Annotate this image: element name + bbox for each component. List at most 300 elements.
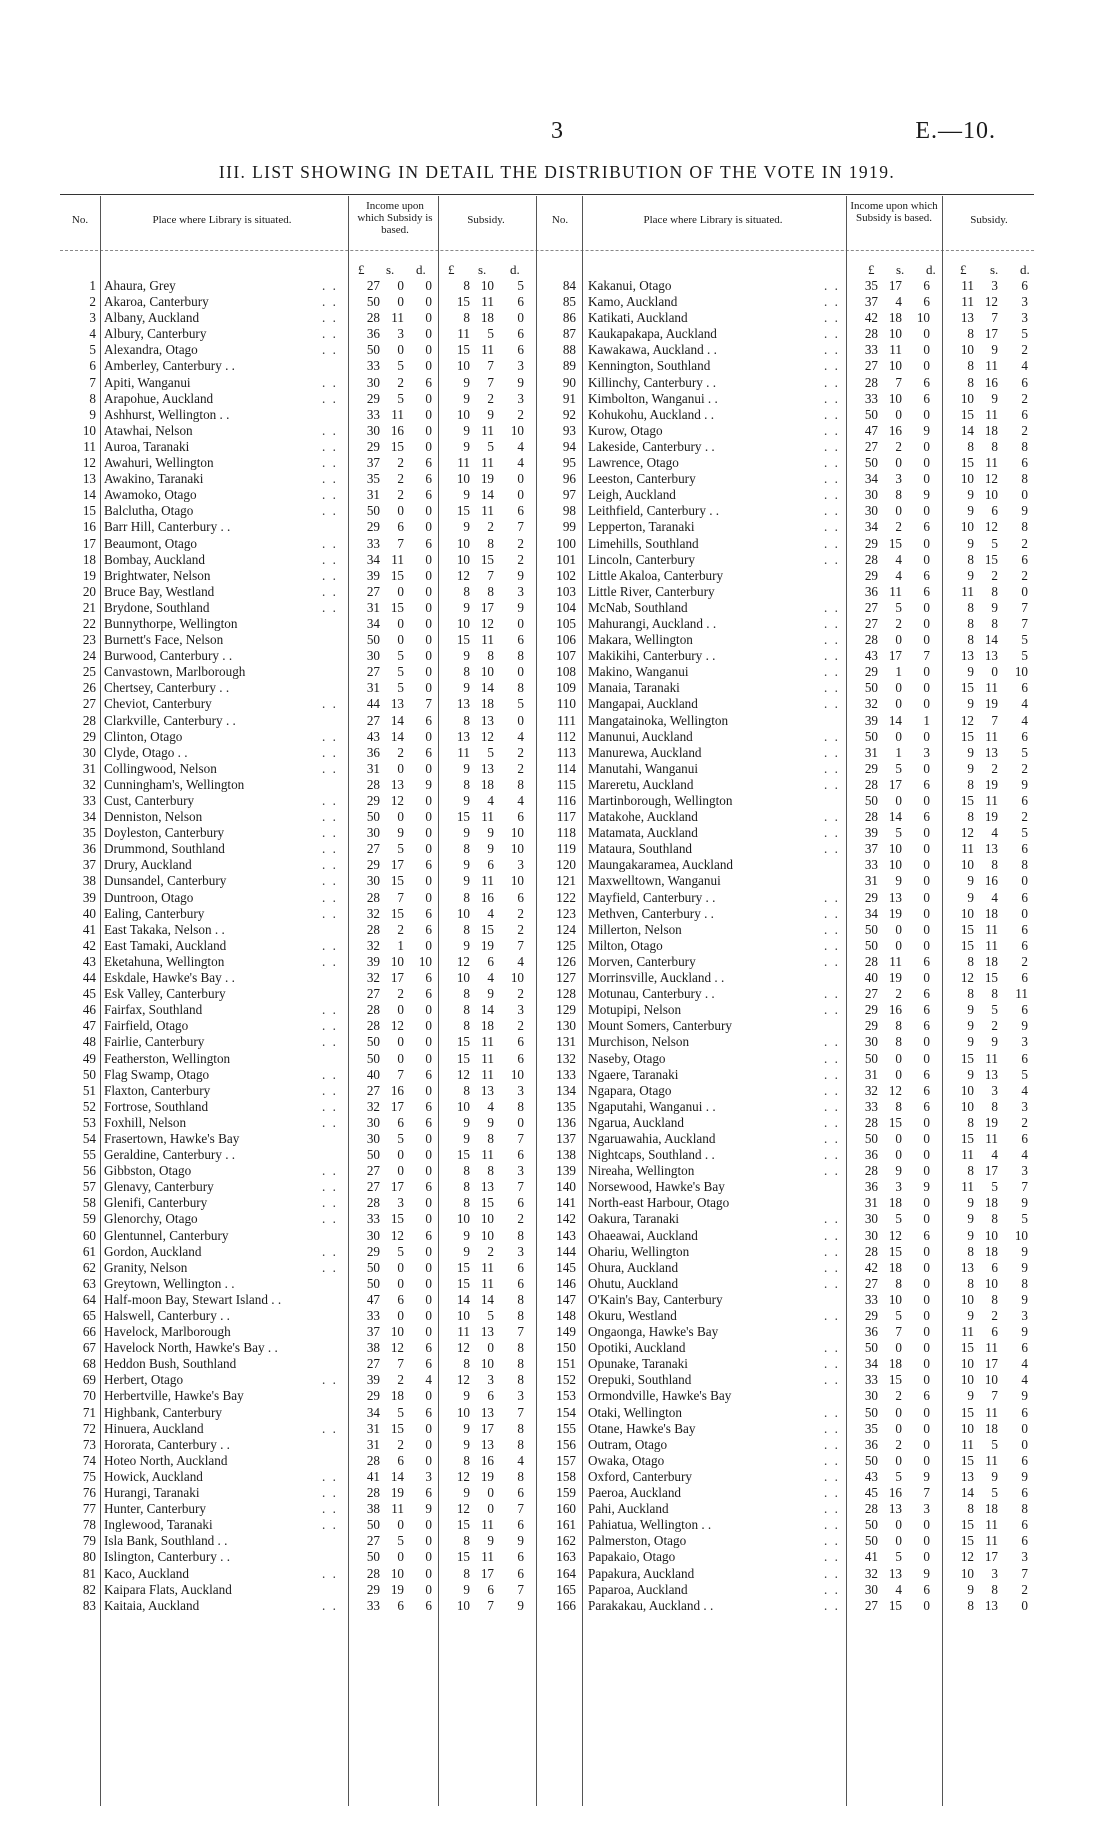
leader-dots: . . [824,1259,840,1275]
subsidy-pounds: 10 [456,615,470,631]
library-place: Cunningham's, Wellington [104,776,245,792]
income-pounds: 30 [864,1211,878,1227]
income-shillings: 17 [390,1179,404,1195]
subsidy-pounds: 11 [961,1147,974,1163]
leader-dots: . . [322,696,338,712]
income-pence: 0 [923,455,930,471]
library-place: Glenorchy, Otago [104,1211,198,1227]
subsidy-pounds: 9 [463,1581,470,1597]
library-place: Lawrence, Otago [588,455,679,471]
subsidy-shillings: 11 [985,406,998,422]
income-pounds: 33 [864,1372,878,1388]
income-shillings: 15 [888,1597,902,1613]
leader-dots: . . [824,841,840,857]
subsidy-shillings: 4 [487,793,494,808]
income-shillings: 19 [888,905,902,921]
income-pounds: 27 [366,986,380,1002]
income-shillings: 5 [397,390,404,406]
row-number: 71 [82,1404,96,1420]
income-pence: 0 [425,825,432,841]
subsidy-pence: 7 [1021,599,1028,615]
library-place: Ohutu, Auckland [588,1275,679,1291]
subsidy-pounds: 15 [960,1050,974,1066]
leader-dots: . . [824,1597,840,1613]
subsidy-pounds: 11 [961,278,974,293]
subsidy-pounds: 8 [463,1565,470,1581]
subsidy-pence: 6 [517,326,524,342]
income-shillings: 7 [895,1324,902,1340]
subsidy-shillings: 18 [984,1195,998,1211]
library-place: Mangatainoka, Wellington [588,712,729,728]
row-number: 144 [556,1243,576,1259]
table-row [0,1405,1114,1421]
income-shillings: 5 [397,1533,404,1549]
library-place: Little Akaloa, Canterbury [588,567,724,583]
leader-dots: . . [824,1372,840,1388]
income-pence: 9 [923,487,930,503]
subsidy-pounds: 10 [960,1372,974,1388]
library-place: Amberley, Canterbury . . [104,358,235,374]
library-place: Kamo, Auckland [588,294,678,310]
row-number: 110 [556,696,576,712]
leader-dots: . . [824,455,840,471]
income-shillings: 0 [895,1452,902,1468]
row-number: 52 [82,1098,96,1114]
row-number: 161 [556,1517,576,1533]
income-pence: 0 [923,760,930,776]
income-pence: 0 [923,1195,930,1211]
subsidy-pounds: 15 [456,1147,470,1163]
leader-dots: . . [824,1581,840,1597]
subsidy-pence: 2 [1021,1581,1028,1597]
income-shillings: 8 [895,487,902,503]
subsidy-shillings: 3 [991,1082,998,1098]
library-place: Fairfax, Southland [104,1002,203,1018]
income-pounds: 50 [864,1452,878,1468]
leader-dots: . . [322,1517,338,1533]
subsidy-pounds: 13 [960,1468,974,1484]
subsidy-shillings: 8 [991,1211,998,1227]
income-shillings: 0 [895,696,902,712]
subsidy-pence: 5 [1021,1211,1028,1227]
library-place: Limehills, Southland [588,535,699,551]
row-number: 60 [82,1227,96,1243]
subsidy-shillings: 5 [991,1179,998,1195]
row-number: 11 [83,438,96,454]
subsidy-pence: 3 [1021,1163,1028,1179]
row-number: 36 [82,841,96,857]
subsidy-pence: 3 [517,1388,524,1404]
income-pounds: 30 [864,1581,878,1597]
row-number: 5 [89,342,96,358]
subsidy-pence: 4 [517,455,524,471]
library-place: Hurangi, Taranaki [104,1485,200,1501]
income-pounds: 28 [366,1485,380,1501]
leader-dots: . . [824,760,840,776]
leader-dots: . . [322,455,338,471]
subsidy-pounds: 8 [463,1533,470,1549]
page-number: 3 [551,118,563,144]
subsidy-shillings: 11 [985,1533,998,1549]
income-pounds: 27 [864,986,878,1002]
subsidy-pounds: 9 [463,1388,470,1404]
subsidy-pence: 2 [1021,390,1028,406]
subsidy-shillings: 11 [481,503,494,519]
leader-dots: . . [824,1147,840,1163]
subsidy-pence: 2 [1021,809,1028,825]
income-pence: 6 [923,1388,930,1404]
income-shillings: 0 [895,1533,902,1549]
leader-dots: . . [322,390,338,406]
table-row [0,471,1114,487]
library-place: Ohaeawai, Auckland [588,1227,698,1243]
income-pence: 6 [425,1227,432,1243]
library-place: Burnett's Face, Nelson [104,632,224,648]
subsidy-pounds: 10 [456,905,470,921]
income-shillings: 12 [390,1227,404,1243]
library-place: Foxhill, Nelson [104,1114,187,1130]
library-place: Makara, Wellington [588,632,693,648]
subsidy-pence: 9 [1021,1388,1028,1404]
subsidy-pounds: 8 [463,278,470,293]
library-table-body [0,278,1114,1614]
income-pounds: 28 [366,1565,380,1581]
income-pence: 0 [923,326,930,342]
income-pence: 6 [425,744,432,760]
subsidy-pounds: 9 [463,648,470,664]
subsidy-shillings: 11 [985,921,998,937]
subsidy-shillings: 2 [991,1308,998,1323]
income-pounds: 33 [864,342,878,358]
subsidy-pence: 6 [517,1195,524,1211]
unit-pounds: £ [960,262,967,277]
income-pence: 0 [923,696,930,712]
library-place: Maungakaramea, Auckland [588,857,734,873]
income-shillings: 0 [397,1034,404,1050]
row-number: 1 [89,278,96,293]
table-row [0,1260,1114,1276]
income-pounds: 34 [864,519,878,535]
unit-shillings: s. [386,262,395,277]
income-pounds: 28 [366,776,380,792]
library-place: Kaipara Flats, Auckland [104,1581,232,1597]
table-row [0,455,1114,471]
subsidy-shillings: 19 [480,1468,494,1484]
income-shillings: 5 [397,1130,404,1146]
income-pounds: 30 [366,422,380,438]
table-row [0,1163,1114,1179]
subsidy-pence: 8 [517,1436,524,1452]
row-number: 13 [82,471,96,487]
leader-dots: . . [824,1130,840,1146]
subsidy-pounds: 15 [960,1130,974,1146]
income-shillings: 10 [390,1324,404,1340]
income-pence: 0 [923,793,930,808]
subsidy-pounds: 15 [960,728,974,744]
income-pounds: 29 [366,793,380,808]
subsidy-pounds: 8 [967,953,974,969]
income-pence: 6 [425,1485,432,1501]
income-pence: 0 [425,873,432,889]
library-place: Eketahuna, Wellington [104,953,225,969]
table-row [0,423,1114,439]
income-pounds: 50 [864,1340,878,1356]
subsidy-shillings: 19 [984,809,998,825]
income-shillings: 2 [397,487,404,503]
income-pence: 0 [923,503,930,519]
subsidy-pence: 0 [517,1114,524,1130]
income-shillings: 5 [397,1243,404,1259]
library-place: Opotiki, Auckland [588,1340,686,1356]
subsidy-pence: 8 [1021,857,1028,873]
income-pounds: 31 [366,1420,380,1436]
leader-dots: . . [824,937,840,953]
income-pence: 0 [923,1147,930,1163]
income-pence: 6 [923,374,930,390]
income-pence: 6 [425,921,432,937]
income-pounds: 38 [366,1340,380,1356]
row-number: 140 [556,1179,576,1195]
row-number: 114 [556,760,576,776]
subsidy-pounds: 9 [967,1066,974,1082]
income-pounds: 27 [864,1597,878,1613]
subsidy-shillings: 6 [991,1259,998,1275]
subsidy-pence: 2 [517,905,524,921]
income-shillings: 12 [390,793,404,808]
subsidy-shillings: 10 [480,1356,494,1372]
subsidy-pounds: 9 [967,567,974,583]
subsidy-pence: 2 [517,535,524,551]
subsidy-pounds: 9 [463,1130,470,1146]
subsidy-pounds: 15 [960,793,974,808]
income-pence: 0 [923,1291,930,1307]
income-shillings: 13 [888,1501,902,1517]
subsidy-pounds: 8 [967,1163,974,1179]
subsidy-pence: 3 [1021,1549,1028,1565]
header-income-left: Income upon which Subsidy is based. [357,200,433,236]
subsidy-pence: 2 [517,744,524,760]
income-pounds: 28 [864,1114,878,1130]
library-place: Ngarua, Auckland [588,1114,684,1130]
income-pounds: 50 [366,632,380,648]
income-pounds: 44 [366,696,380,712]
row-number: 25 [82,664,96,680]
row-number: 164 [556,1565,576,1581]
income-shillings: 10 [888,1291,902,1307]
subsidy-shillings: 4 [487,970,494,986]
leader-dots: . . [824,632,840,648]
leader-dots: . . [824,390,840,406]
income-shillings: 5 [397,664,404,680]
library-place: Ngaputahi, Wanganui . . [588,1098,716,1114]
table-row [0,600,1114,616]
income-pence: 0 [923,406,930,422]
subsidy-shillings: 9 [991,342,998,358]
subsidy-shillings: 11 [985,1404,998,1420]
income-shillings: 10 [888,358,902,374]
income-pence: 0 [425,1308,432,1323]
income-pounds: 28 [864,1501,878,1517]
table-row [0,1228,1114,1244]
subsidy-shillings: 9 [991,390,998,406]
income-pence: 0 [425,937,432,953]
income-pence: 0 [425,1436,432,1452]
subsidy-pence: 6 [1021,1533,1028,1549]
library-place: Glenifi, Canterbury [104,1195,208,1211]
subsidy-shillings: 4 [487,1098,494,1114]
subsidy-pence: 4 [517,1452,524,1468]
subsidy-pounds: 15 [960,1533,974,1549]
income-pounds: 50 [366,503,380,519]
subsidy-pounds: 11 [457,326,470,342]
table-row [0,1598,1114,1614]
table-row [0,873,1114,889]
unit-pounds: £ [868,262,875,277]
library-place: Killinchy, Canterbury . . [588,374,717,390]
income-pence: 6 [923,1227,930,1243]
subsidy-pounds: 9 [967,873,974,889]
subsidy-pounds: 10 [960,1291,974,1307]
subsidy-pounds: 13 [960,648,974,664]
row-number: 166 [556,1597,576,1613]
income-shillings: 15 [888,1372,902,1388]
income-shillings: 2 [895,1388,902,1404]
income-pounds: 27 [366,1356,380,1372]
subsidy-pence: 6 [517,1517,524,1533]
income-pence: 6 [923,809,930,825]
subsidy-shillings: 16 [984,873,998,889]
income-pence: 0 [923,1549,930,1565]
library-place: Clinton, Otago [104,728,183,744]
subsidy-pence: 0 [517,615,524,631]
income-pounds: 33 [864,390,878,406]
subsidy-pence: 4 [517,793,524,808]
income-pounds: 32 [864,696,878,712]
income-pounds: 37 [366,1324,380,1340]
row-number: 102 [556,567,576,583]
subsidy-pounds: 10 [960,857,974,873]
library-place: Bombay, Auckland [104,551,205,567]
leader-dots: . . [824,696,840,712]
income-pounds: 31 [366,760,380,776]
subsidy-pounds: 10 [456,551,470,567]
income-pence: 0 [425,294,432,310]
library-place: Mataura, Southland [588,841,693,857]
subsidy-shillings: 9 [487,841,494,857]
leader-dots: . . [322,809,338,825]
row-number: 29 [82,728,96,744]
subsidy-pounds: 15 [960,1340,974,1356]
subsidy-pence: 8 [517,1372,524,1388]
subsidy-shillings: 11 [481,1259,494,1275]
table-row [0,793,1114,809]
subsidy-shillings: 15 [480,921,494,937]
income-shillings: 17 [390,857,404,873]
subsidy-pence: 6 [1021,1452,1028,1468]
subsidy-pounds: 9 [967,1308,974,1323]
income-pounds: 28 [366,1195,380,1211]
income-shillings: 0 [895,1130,902,1146]
library-place: Heddon Bush, Southland [104,1356,237,1372]
subsidy-pounds: 8 [463,1002,470,1018]
subsidy-shillings: 14 [984,632,998,648]
income-pounds: 43 [864,648,878,664]
library-place: Paeroa, Auckland [588,1485,682,1501]
subsidy-pounds: 10 [960,471,974,487]
subsidy-pence: 8 [1021,519,1028,535]
income-pence: 0 [425,1533,432,1549]
income-pounds: 34 [366,615,380,631]
row-number: 130 [556,1018,576,1034]
leader-dots: . . [824,599,840,615]
subsidy-shillings: 2 [991,1018,998,1034]
subsidy-pence: 4 [1021,1356,1028,1372]
library-place: Fairfield, Otago [104,1018,189,1034]
row-number: 94 [562,438,576,454]
subsidy-shillings: 8 [991,438,998,454]
table-row [0,1549,1114,1565]
subsidy-shillings: 10 [984,1227,998,1243]
subsidy-pounds: 9 [967,535,974,551]
income-shillings: 0 [397,278,404,293]
subsidy-pence: 9 [1021,1243,1028,1259]
subsidy-shillings: 14 [480,1002,494,1018]
library-place: Pahi, Auckland [588,1501,669,1517]
subsidy-pence: 9 [517,567,524,583]
library-place: Apiti, Wanganui [104,374,191,390]
subsidy-pence: 4 [517,953,524,969]
library-place: Manaia, Taranaki [588,680,680,696]
subsidy-shillings: 14 [480,487,494,503]
subsidy-pounds: 12 [456,1340,470,1356]
income-shillings: 2 [397,744,404,760]
income-pence: 0 [923,664,930,680]
income-pence: 6 [425,1066,432,1082]
income-pounds: 34 [864,471,878,487]
income-shillings: 18 [888,1259,902,1275]
subsidy-pence: 7 [1021,1565,1028,1581]
row-number: 134 [556,1082,576,1098]
row-number: 86 [562,310,576,326]
row-number: 137 [556,1130,576,1146]
subsidy-pounds: 15 [960,406,974,422]
table-row [0,890,1114,906]
library-place: Palmerston, Otago [588,1533,687,1549]
income-shillings: 10 [888,857,902,873]
subsidy-shillings: 3 [991,278,998,293]
leader-dots: . . [322,905,338,921]
subsidy-pence: 0 [1021,1436,1028,1452]
leader-dots: . . [322,937,338,953]
income-shillings: 0 [397,1259,404,1275]
income-pence: 0 [425,1130,432,1146]
subsidy-pence: 6 [517,632,524,648]
income-shillings: 15 [390,873,404,889]
library-place: East Takaka, Nelson . . [104,921,225,937]
subsidy-shillings: 11 [985,358,998,374]
income-pence: 6 [425,1098,432,1114]
income-pounds: 28 [864,551,878,567]
income-shillings: 11 [391,310,404,326]
subsidy-pence: 6 [1021,937,1028,953]
subsidy-pence: 0 [517,712,524,728]
table-row [0,938,1114,954]
income-pence: 6 [923,986,930,1002]
unit-pounds: £ [358,262,365,277]
row-number: 6 [89,358,96,374]
library-place: Awakino, Taranaki [104,471,204,487]
income-shillings: 1 [895,744,902,760]
